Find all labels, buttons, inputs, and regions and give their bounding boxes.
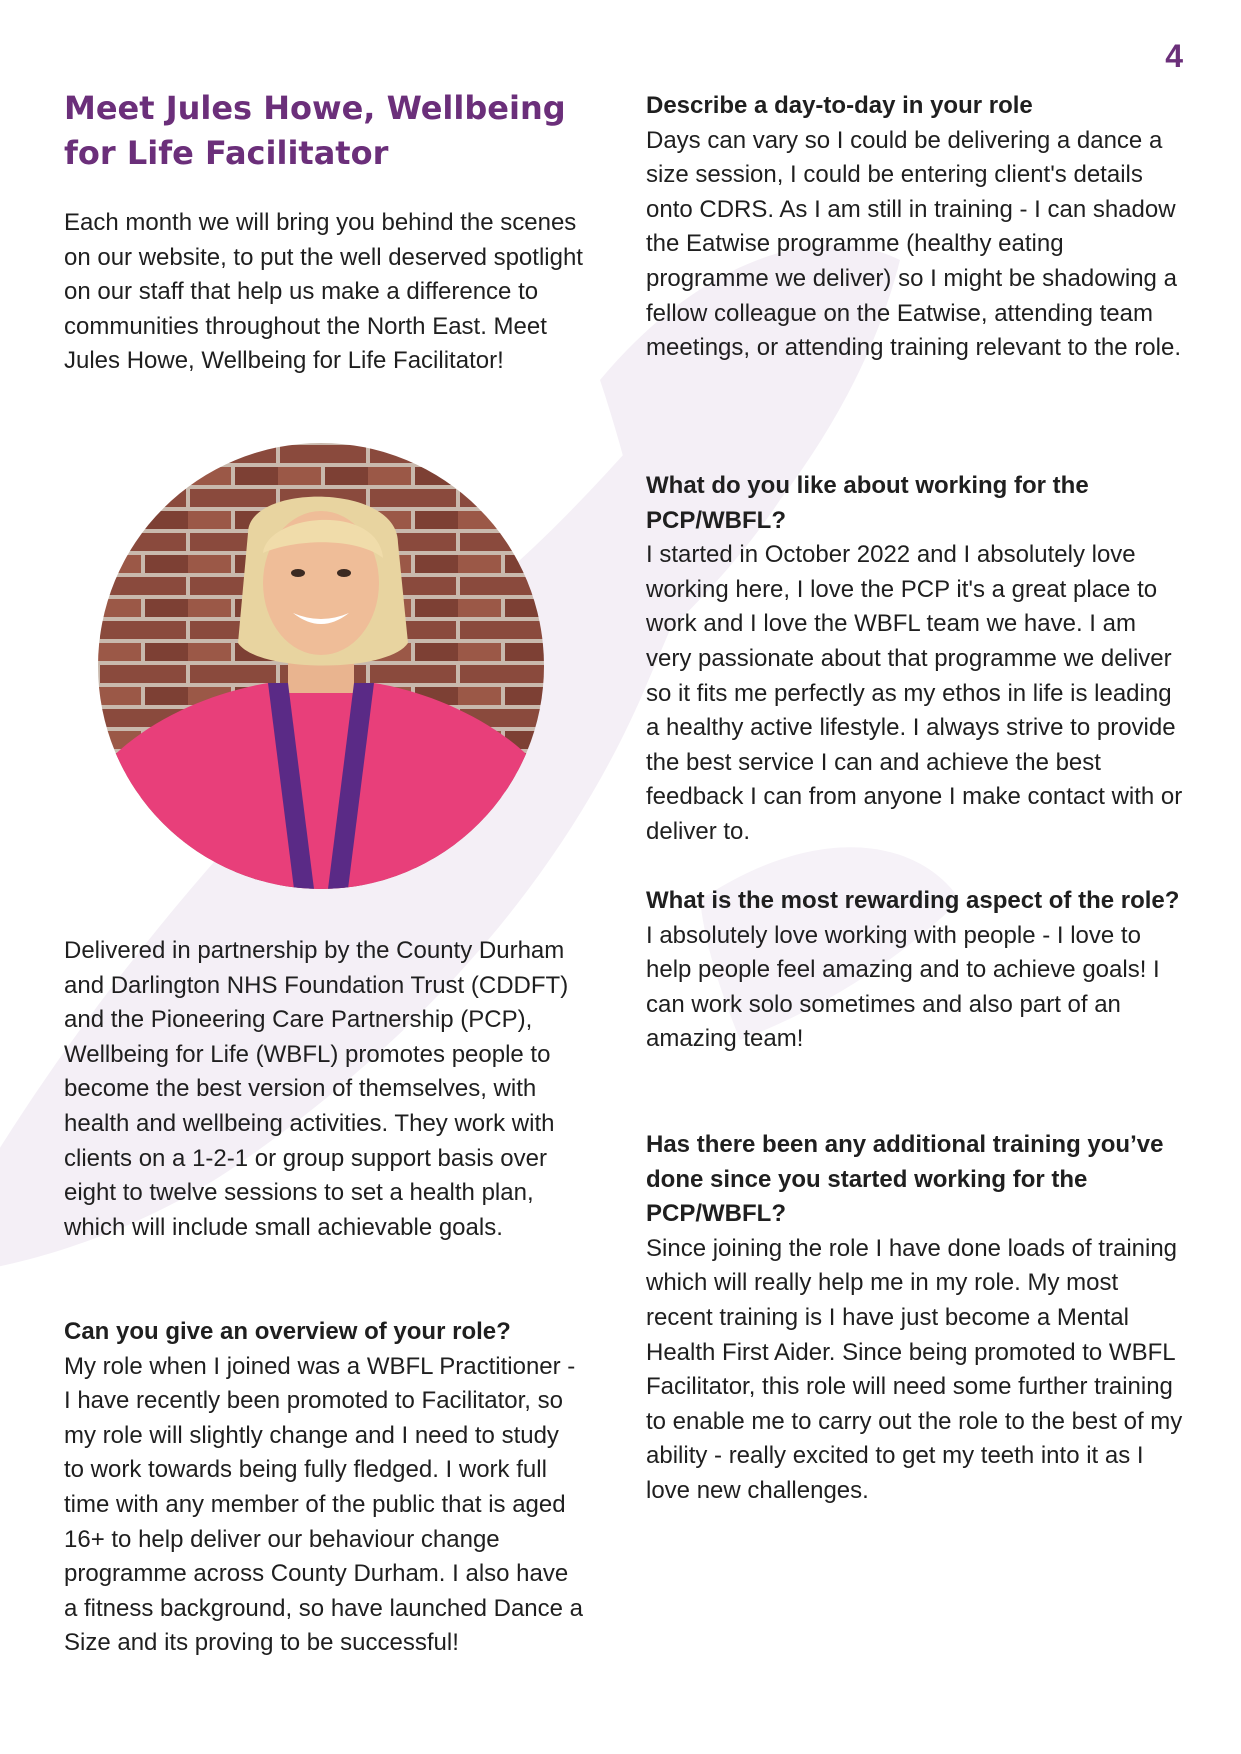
qa-answer: Days can vary so I could be delivering a dance a size session, I could be entering client's details onto CDRS. As I am still in training - I can shadow the Eatwise programme (healthy eating programme we deliver) so I might be shadowing a fellow colleague on the Eatwise, attending team meetings, or attending training relevant to the role. — [646, 126, 1181, 362]
qa-answer: Since joining the role I have done loads of training which will really help me in my role. My most recent training is I have just become a Mental Health First Aider. Since being promoted to WBFL Facilitator, this role will need some further training to enable me to carry out the role to the best of my ability - really excited to get my teeth into it as I love new challenges. — [646, 1234, 1183, 1504]
qa-question: Describe a day-to-day in your role — [646, 92, 1033, 119]
qa-question: Can you give an overview of your role? — [64, 1318, 511, 1345]
intro-paragraph: Each month we will bring you behind the scenes on our website, to put the well deserved spotlight on our staff that help us make a difference to communities throughout the North East. Meet Jules Howe, Wellbeing for Life Facilitator! — [64, 209, 583, 375]
qa-like-working-section — [646, 469, 1186, 850]
qa-overview-section — [64, 1315, 584, 1661]
qa-question: What do you like about working for the PCP/WBFL? — [646, 472, 1089, 534]
profile-photo — [98, 443, 544, 889]
qa-rewarding-section — [646, 884, 1186, 1057]
portrait-illustration — [98, 443, 544, 889]
qa-day-to-day-section — [646, 89, 1186, 366]
page-number: 4 — [1165, 38, 1183, 74]
article-title: Meet Jules Howe, Wellbeing for Life Facilitator — [64, 89, 566, 172]
qa-training-section — [646, 1128, 1186, 1509]
qa-answer: My role when I joined was a WBFL Practitioner - I have recently been promoted to Facilitator, so my role will slightly change and I need to study to work towards being fully fledged. I work full time with any member of the public that is aged 16+ to help deliver our behaviour change programme across County Durham. I also have a fitness background, so have launched Dance a Size and its proving to be successful! — [64, 1352, 584, 1657]
qa-question: Has there been any additional training you’ve done since you started working for the PCP/WBFL? — [646, 1131, 1164, 1228]
qa-answer: I absolutely love working with people - I love to help people feel amazing and to achieve goals! I can work solo sometimes and also part of an amazing team! — [646, 921, 1160, 1053]
qa-question: What is the most rewarding aspect of the role? — [646, 887, 1180, 914]
partnership-paragraph: Delivered in partnership by the County Durham and Darlington NHS Foundation Trust (CDDFT) and the Pioneering Care Partnership (PCP), Wellbeing for Life (WBFL) promotes people to become the best version of themselves, with health and wellbeing activities. They work with clients on a 1-2-1 or group support basis over eight to twelve sessions to set a health plan, which will include small achievable goals. — [64, 937, 569, 1241]
qa-answer: I started in October 2022 and I absolutely love working here, I love the PCP it's a great place to work and I love the WBFL team we have. I am very passionate about that programme we deliver so it fits me perfectly as my ethos in life is leading a healthy active lifestyle. I always strive to provide the best service I can and achieve the best feedback I can from anyone I make contact with or deliver to. — [646, 541, 1183, 845]
